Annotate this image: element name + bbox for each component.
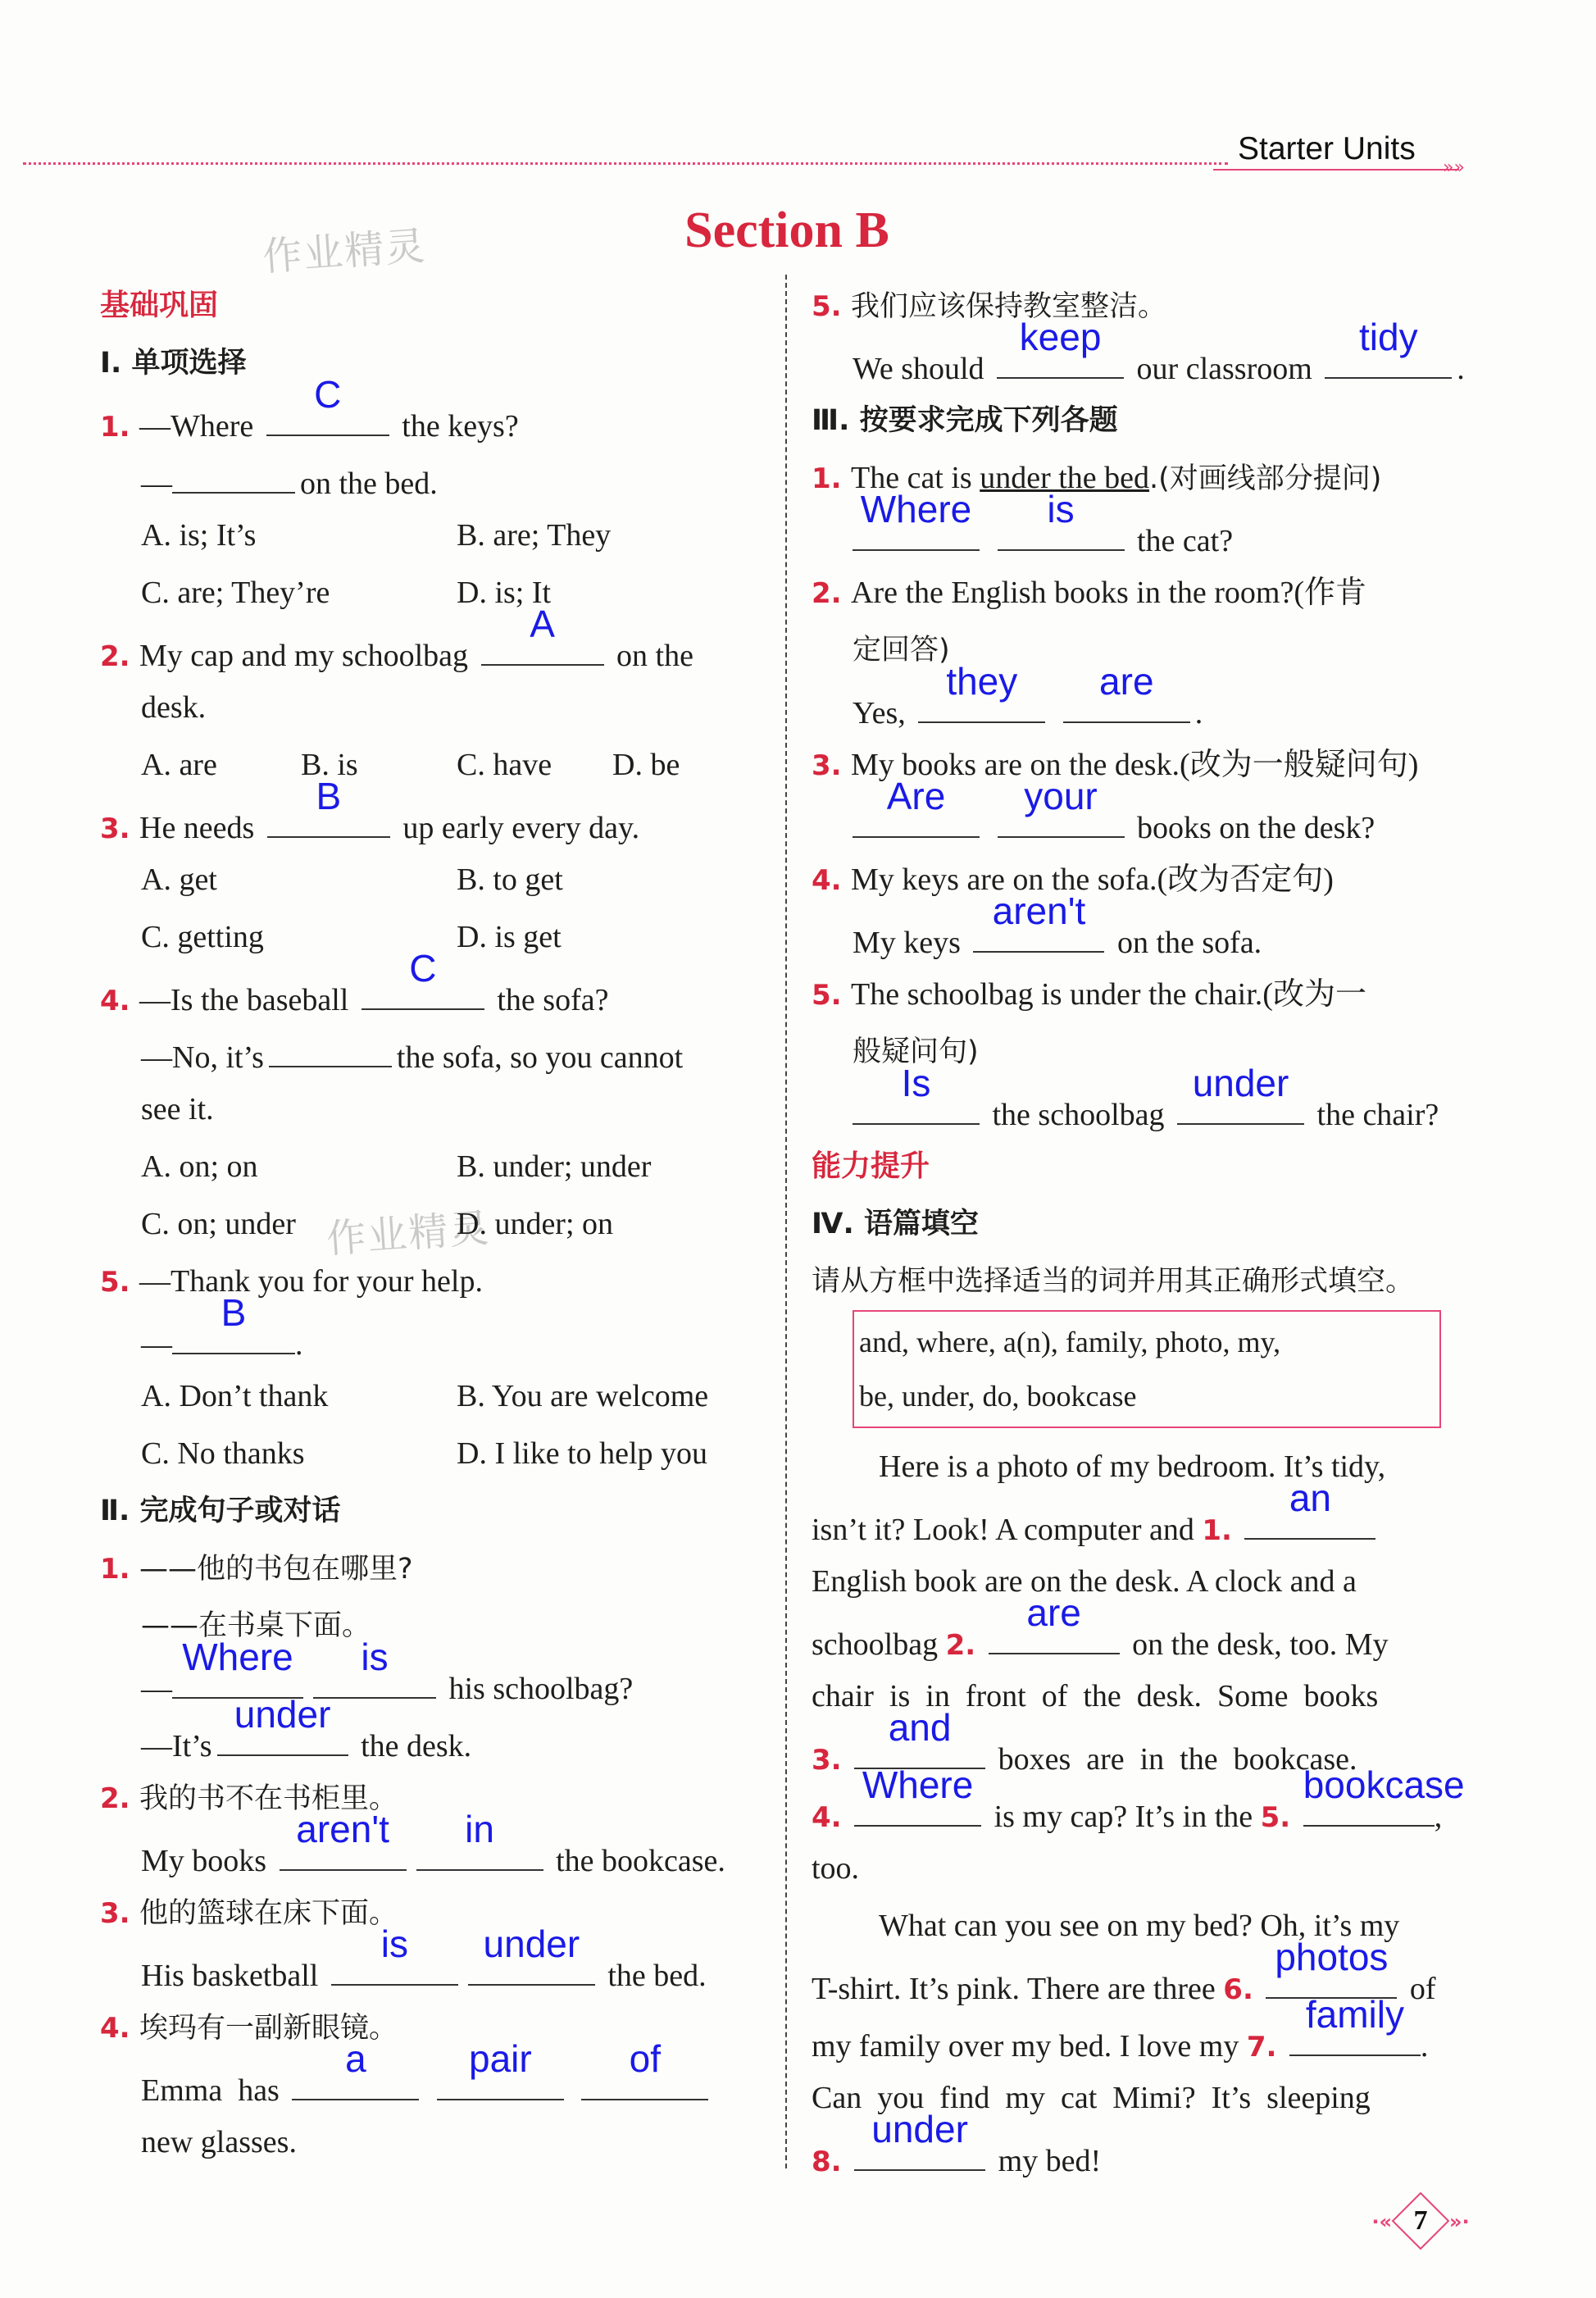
q4-option-b[interactable]: B. under; under — [457, 1149, 652, 1184]
q3-options-ab — [100, 851, 772, 908]
part2-title: Ⅱ. 完成句子或对话 — [100, 1495, 341, 1527]
passage-answer-1: an — [1289, 1477, 1331, 1519]
q3-option-a[interactable]: A. get — [141, 862, 217, 897]
q1-blank[interactable] — [266, 373, 389, 436]
word-box-line2: be, under, do, bookcase — [859, 1380, 1137, 1413]
passage-blank-7[interactable] — [1289, 1993, 1421, 2056]
r5-number: 5. — [812, 290, 842, 323]
s4-answer2: pair — [469, 2037, 532, 2080]
q3-text-post: up early every day. — [402, 811, 640, 845]
left-arrows-icon: ·« — [1371, 2210, 1392, 2233]
part1-title: Ⅰ. 单项选择 — [100, 347, 247, 380]
q1-option-c[interactable]: C. are; They’re — [141, 576, 330, 610]
page-number-text: 7 — [1413, 2205, 1428, 2237]
s4-line3: new glasses. — [141, 2125, 297, 2159]
task-5 — [812, 966, 1484, 1023]
t5-blank1[interactable] — [853, 1062, 980, 1125]
s4-pre: Emma has — [141, 2073, 280, 2108]
q5-l2-post: . — [295, 1327, 303, 1362]
p2-l2-post: of — [1409, 1972, 1436, 2006]
q4-option-d[interactable]: D. under; on — [457, 1207, 614, 1241]
blank2-number: 2. — [945, 1629, 976, 1662]
blank5-number: 5. — [1260, 1801, 1291, 1834]
s3-blank1[interactable] — [331, 1923, 458, 1986]
s4-zh: 埃玛有一副新眼镜。 — [139, 2012, 398, 2045]
question-1 — [100, 373, 772, 449]
t2-number: 2. — [812, 577, 842, 610]
p1-line4 — [812, 1591, 1484, 1668]
s2-answer2: in — [465, 1808, 494, 1850]
s3-post: the bed. — [607, 1959, 707, 1993]
page-number-diamond — [1392, 2192, 1450, 2250]
t4-l2-post: on the sofa. — [1116, 926, 1262, 960]
q4-line2 — [100, 1023, 772, 1081]
t4-line1: My keys are on the sofa.(改为否定句) — [851, 862, 1334, 897]
part3-title: Ⅲ. 按要求完成下列各题 — [812, 404, 1118, 437]
s4-blank3[interactable] — [581, 2037, 708, 2100]
q5-number: 5. — [100, 1266, 130, 1299]
q1-option-b[interactable]: B. are; They — [457, 518, 612, 553]
t3-line1: My books are on the desk.(改为一般疑问句) — [851, 748, 1419, 782]
t2-blank1[interactable] — [918, 660, 1045, 723]
t5-line1: The schoolbag is under the chair.(改为一 — [851, 977, 1366, 1012]
question-4 — [100, 947, 772, 1023]
p1-line5: chair is in front of the desk. Some books — [812, 1679, 1379, 1713]
watermark-middle: 作业精灵 — [325, 1205, 493, 1263]
q3-number: 3. — [100, 812, 130, 845]
t3-blank1[interactable] — [853, 775, 980, 838]
t5-blank2[interactable] — [1177, 1062, 1304, 1125]
t3-number: 3. — [812, 749, 842, 782]
p2-l5-post: my bed! — [998, 2144, 1102, 2178]
s2-post: the bookcase. — [556, 1844, 725, 1878]
t2-answer1: they — [946, 660, 1018, 703]
q4-options-ab — [100, 1138, 772, 1195]
t5-line2: 般疑问句) — [853, 1035, 979, 1068]
p1-line3: English book are on the desk. A clock and a — [812, 1564, 1357, 1599]
q1-option-a[interactable]: A. is; It’s — [141, 518, 257, 553]
t5-l3-mid: the schoolbag — [992, 1098, 1165, 1132]
s3-answer2: under — [483, 1923, 580, 1965]
p1-l6-post: boxes are in the bookcase. — [998, 1742, 1357, 1777]
t4-l2-pre: My keys — [853, 926, 961, 960]
s1-l4-post: the desk. — [361, 1729, 472, 1763]
s1-number: 1. — [100, 1553, 130, 1586]
q3-option-d[interactable]: D. is get — [457, 920, 562, 954]
s3-pre: His basketball — [141, 1959, 319, 1993]
q3-blank[interactable] — [267, 775, 390, 838]
instruction: 请从方框中选择适当的词并用其正确形式填空。 — [812, 1265, 1415, 1298]
q5-line2 — [100, 1291, 772, 1367]
s1-answer2: is — [361, 1636, 389, 1678]
question-3 — [100, 775, 772, 851]
t2-line1: Are the English books in the room?(作肯 — [851, 576, 1367, 610]
s1-line4 — [100, 1693, 772, 1769]
passage-blank-8[interactable] — [854, 2108, 985, 2171]
q1-l2-pre: — — [141, 466, 172, 501]
p2-line3 — [812, 1993, 1484, 2069]
q1-options-cd — [100, 564, 772, 621]
sentence-1 — [100, 1540, 772, 1597]
blank1-number: 1. — [1202, 1514, 1232, 1547]
q1-answer: C — [314, 373, 342, 416]
r5-post: . — [1457, 352, 1465, 386]
s4-blank1[interactable] — [292, 2037, 419, 2100]
r5-mid: our classroom — [1136, 352, 1312, 386]
s1-zh2: ——在书桌下面。 — [141, 1609, 371, 1642]
t1-underlined: under the bed — [980, 461, 1150, 495]
question-2 — [100, 603, 772, 679]
p1-l7-mid: is my cap? It’s in the — [994, 1800, 1253, 1834]
t5-l3-post: the chair? — [1316, 1098, 1439, 1132]
s2-answer1: aren't — [296, 1808, 389, 1850]
r5-blank1[interactable] — [997, 316, 1124, 379]
q4-option-c[interactable]: C. on; under — [141, 1207, 296, 1241]
q2-option-b[interactable]: B. is — [301, 748, 358, 782]
t1-answer2: is — [1047, 488, 1075, 530]
s2-pre: My books — [141, 1844, 267, 1878]
header-title: Starter Units — [1238, 131, 1416, 166]
r5-answer1: keep — [1019, 316, 1102, 358]
column-divider — [785, 275, 787, 2168]
category-basic: 基础巩固 — [100, 289, 219, 322]
blank8-number: 8. — [812, 2146, 842, 2178]
s4-answer1: a — [345, 2037, 366, 2080]
t1-number: 1. — [812, 462, 842, 495]
q2-option-a[interactable]: A. are — [141, 748, 217, 782]
q4-line3: see it. — [141, 1092, 214, 1126]
t3-line2 — [812, 775, 1484, 851]
passage-blank-4[interactable] — [854, 1763, 981, 1827]
q2-text-post: on the — [616, 639, 693, 673]
left-column — [100, 277, 772, 2171]
q1-text: —Where — [139, 409, 254, 444]
q4-l2-post: the sofa, so you cannot — [396, 1040, 684, 1075]
p2-line1: What can you see on my bed? Oh, it’s my — [879, 1909, 1400, 1943]
q2-answer: A — [530, 603, 555, 645]
q4-number: 4. — [100, 985, 130, 1017]
s4-answer3: of — [629, 2037, 662, 2080]
s2-blank2[interactable] — [416, 1808, 543, 1871]
p1-l4-pre: schoolbag — [812, 1627, 939, 1662]
t5-answer1: Is — [901, 1062, 931, 1104]
s1-l3-pre: — — [141, 1672, 172, 1706]
s1-l4-pre: —It’s — [141, 1729, 212, 1763]
category-improve: 能力提升 — [812, 1149, 930, 1183]
p1-l4-post: on the desk, too. My — [1132, 1627, 1389, 1662]
t1-pre: The cat is — [851, 461, 972, 495]
t4-answer1: aren't — [992, 890, 1086, 932]
t1-blank2[interactable] — [998, 488, 1125, 551]
blank7-number: 7. — [1246, 2031, 1277, 2064]
t4-number: 4. — [812, 864, 842, 897]
watermark-top: 作业精灵 — [261, 223, 429, 280]
p2-l2-pre: T-shirt. It’s pink. There are three — [812, 1972, 1216, 2006]
r5-line2 — [812, 316, 1484, 392]
q4-text-post: the sofa? — [497, 983, 609, 1017]
p2-line5 — [812, 2108, 1484, 2184]
q5-option-c[interactable]: C. No thanks — [141, 1436, 305, 1471]
s4-blank2[interactable] — [437, 2037, 564, 2100]
t2-l3-post: . — [1194, 696, 1203, 730]
q2-number: 2. — [100, 640, 130, 673]
q4-option-a[interactable]: A. on; on — [141, 1149, 258, 1184]
q5-options-ab — [100, 1367, 772, 1425]
t4-blank1[interactable] — [973, 890, 1104, 953]
q2-line2: desk. — [141, 690, 207, 725]
q4-blank2[interactable] — [269, 1023, 392, 1067]
q1-options-ab — [100, 507, 772, 564]
passage-answer-5: bookcase — [1303, 1763, 1465, 1806]
passage-blank-2[interactable] — [989, 1591, 1120, 1654]
passage-answer-3: and — [888, 1706, 952, 1749]
q4-l2-pre: —No, it’s — [141, 1040, 264, 1075]
t1-blank1[interactable] — [853, 488, 980, 551]
q1-line2 — [100, 449, 772, 507]
t1-post: .(对画线部分提问) — [1149, 462, 1382, 495]
q2-options — [100, 736, 772, 794]
q5-text: —Thank you for your help. — [139, 1264, 483, 1299]
t5-line3 — [812, 1062, 1484, 1138]
q5-option-a[interactable]: A. Don’t thank — [141, 1379, 329, 1413]
passage-blank-5[interactable] — [1303, 1763, 1465, 1827]
p2-l3-pre: my family over my bed. I love my — [812, 2029, 1239, 2064]
blank4-number: 4. — [812, 1801, 842, 1834]
s3-line2 — [100, 1923, 772, 1999]
s4-number: 4. — [100, 2012, 130, 2045]
header-solid-rule — [1213, 169, 1459, 171]
p1-l2-pre: isn’t it? Look! A computer and — [812, 1513, 1194, 1547]
q4-text: —Is the baseball — [139, 983, 349, 1017]
p1-line8: too. — [812, 1851, 860, 1886]
r5-answer2: tidy — [1358, 316, 1418, 358]
s2-blank1[interactable] — [280, 1808, 407, 1871]
p1-line7 — [812, 1763, 1484, 1840]
q3-option-b[interactable]: B. to get — [457, 862, 563, 897]
task-2 — [812, 564, 1484, 621]
s1-l3-post: his schoolbag? — [448, 1672, 634, 1706]
passage-answer-4: Where — [862, 1763, 974, 1806]
s1-answer3: under — [234, 1693, 331, 1736]
q1-option-d[interactable]: D. is; It — [457, 576, 552, 610]
t3-blank2[interactable] — [998, 775, 1125, 838]
q4-blank[interactable] — [361, 947, 484, 1010]
q2-option-d[interactable]: D. be — [612, 748, 680, 782]
t2-line2: 定回答) — [853, 634, 950, 667]
t5-answer2: under — [1192, 1062, 1289, 1104]
s1-blank3[interactable] — [217, 1693, 348, 1756]
passage-answer-6: photos — [1275, 1936, 1389, 1978]
p1-line1: Here is a photo of my bedroom. It’s tidy, — [879, 1449, 1386, 1484]
q5-options-cd — [100, 1425, 772, 1482]
r5-pre: We should — [853, 352, 984, 386]
q5-answer: B — [221, 1291, 247, 1334]
q1-l2-post: on the bed. — [300, 466, 438, 501]
s4-line2 — [100, 2037, 772, 2114]
t1-answer1: Where — [860, 488, 972, 530]
task-4 — [812, 851, 1484, 908]
q5-l2-pre: — — [141, 1327, 172, 1362]
section-title: Section B — [684, 202, 889, 258]
s3-number: 3. — [100, 1897, 130, 1930]
header-arrows-icon: »» — [1443, 157, 1465, 178]
s3-zh: 他的篮球在床下面。 — [139, 1897, 398, 1930]
passage-answer-2: are — [1026, 1591, 1081, 1634]
t3-l2-post: books on the desk? — [1137, 811, 1375, 845]
t2-l3-pre: Yes, — [853, 696, 906, 730]
q4-options-cd — [100, 1195, 772, 1253]
q4-answer: C — [409, 947, 437, 990]
p1-line2 — [812, 1477, 1484, 1553]
q2-blank[interactable] — [481, 603, 604, 666]
q1-blank2[interactable] — [172, 449, 295, 494]
q3-text: He needs — [139, 811, 255, 845]
q1-text-post: the keys? — [402, 409, 519, 444]
page-number — [1351, 2200, 1490, 2241]
s2-zh: 我的书不在书柜里。 — [139, 1782, 398, 1815]
t1-l2-post: the cat? — [1137, 524, 1234, 558]
t1-line2 — [812, 488, 1484, 564]
t2-blank2[interactable] — [1063, 660, 1190, 723]
q3-option-c[interactable]: C. getting — [141, 920, 264, 954]
s2-number: 2. — [100, 1782, 130, 1815]
s1-zh1: ——他的书包在哪里? — [139, 1553, 413, 1586]
s1-line3 — [100, 1636, 772, 1712]
word-box — [853, 1310, 1441, 1428]
t5-number: 5. — [812, 979, 842, 1012]
passage-answer-7: family — [1305, 1993, 1404, 2036]
q2-text: My cap and my schoolbag — [139, 639, 469, 673]
right-column — [812, 277, 1484, 2184]
q1-number: 1. — [100, 411, 130, 444]
blank6-number: 6. — [1223, 1973, 1253, 2006]
s2-line2 — [100, 1808, 772, 1884]
part4-title: Ⅳ. 语篇填空 — [812, 1208, 979, 1240]
q5-option-d[interactable]: D. I like to help you — [457, 1436, 708, 1471]
p1-l7-post: , — [1434, 1800, 1443, 1834]
r5-blank2[interactable] — [1325, 316, 1452, 379]
t3-answer2: your — [1024, 775, 1098, 817]
s3-blank2[interactable] — [468, 1923, 595, 1986]
t4-line2 — [812, 890, 1484, 966]
q5-option-b[interactable]: B. You are welcome — [457, 1379, 709, 1413]
passage-answer-8: under — [871, 2108, 968, 2150]
p2-line4: Can you find my cat Mimi? It’s sleeping — [812, 2081, 1371, 2115]
passage-blank-1[interactable] — [1244, 1477, 1375, 1540]
s3-answer1: is — [380, 1923, 408, 1965]
q5-blank[interactable] — [172, 1291, 295, 1354]
right-arrows-icon: »· — [1449, 2210, 1470, 2233]
p2-l3-post: . — [1420, 2029, 1429, 2064]
t3-answer1: Are — [886, 775, 946, 817]
t2-answer2: are — [1099, 660, 1154, 703]
header-dotted-rule — [23, 162, 1228, 165]
s1-answer1: Where — [182, 1636, 293, 1678]
t2-line3 — [812, 660, 1484, 736]
r5-zh: 我们应该保持教室整洁。 — [851, 290, 1167, 323]
blank3-number: 3. — [812, 1744, 842, 1777]
q3-answer: B — [316, 775, 342, 817]
word-box-line1: and, where, a(n), family, photo, my, — [859, 1326, 1281, 1358]
q2-option-c[interactable]: C. have — [457, 748, 552, 782]
